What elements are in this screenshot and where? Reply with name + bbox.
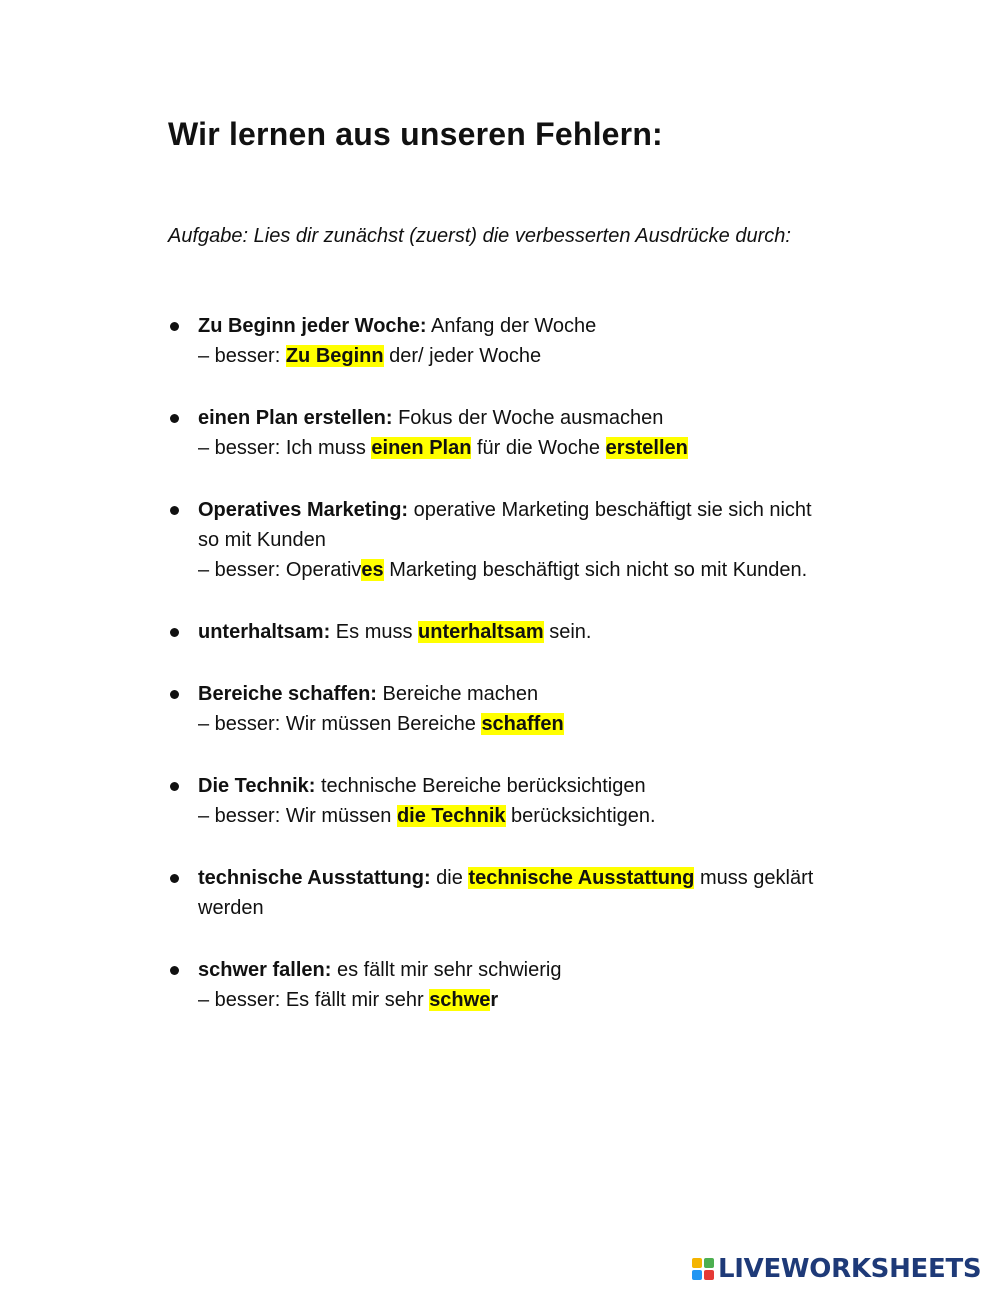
item-original-text: es fällt mir sehr schwierig <box>331 959 562 981</box>
list-item <box>198 311 838 371</box>
list-item <box>198 679 838 739</box>
item-original-line <box>198 679 838 709</box>
item-text-segment: – besser: Ich muss <box>198 437 372 459</box>
item-text-segment: berücksichtigen. <box>505 805 656 827</box>
item-correction-line <box>198 801 838 831</box>
bullet-icon <box>170 966 179 975</box>
highlighted-word: es <box>361 559 384 581</box>
item-text-segment: – besser: <box>198 345 286 367</box>
item-term: Zu Beginn jeder Woche: <box>198 315 427 337</box>
item-correction-line <box>198 555 838 585</box>
page-title: Wir lernen aus unseren Fehlern: <box>168 116 663 152</box>
highlighted-word: Zu Beginn <box>285 345 384 367</box>
bullet-icon <box>170 874 179 883</box>
item-text-segment: – besser: Es fällt mir sehr <box>198 989 430 1011</box>
highlighted-word: unterhaltsam <box>418 621 544 643</box>
item-original-line <box>198 403 838 433</box>
item-term: technische Ausstattung: <box>198 867 431 889</box>
logo-text: LIVEWORKSHEETS <box>718 1254 982 1284</box>
item-original-text: Anfang der Woche <box>426 315 597 337</box>
list-item <box>198 863 838 923</box>
item-original-text: Bereiche machen <box>376 683 539 705</box>
item-text-segment: sein. <box>543 621 592 643</box>
logo-mark-icon <box>692 1258 714 1280</box>
item-term: einen Plan erstellen: <box>198 407 393 429</box>
bullet-icon <box>170 414 179 423</box>
list-item <box>198 617 838 647</box>
list-item <box>198 955 838 1015</box>
item-original-text: technische Bereiche berücksichtigen <box>315 775 646 797</box>
logo-square <box>704 1258 714 1268</box>
item-text-segment: – besser: Operativ <box>198 559 362 581</box>
bullet-icon <box>170 506 179 515</box>
item-term: Bereiche schaffen: <box>198 683 377 705</box>
item-text-segment: – besser: Wir müssen <box>198 805 397 827</box>
item-term: schwer fallen: <box>198 959 332 981</box>
item-text-segment: der/ jeder Woche <box>383 345 542 367</box>
item-original-line <box>198 955 838 985</box>
bullet-icon <box>170 628 179 637</box>
item-correction-line <box>198 985 838 1015</box>
list-item <box>198 771 838 831</box>
list-item <box>198 403 838 463</box>
highlighted-word: technische Ausstattung <box>468 867 695 889</box>
item-text-segment: für die Woche <box>471 437 606 459</box>
item-original-line <box>198 617 838 647</box>
logo-square <box>692 1258 702 1268</box>
item-term: unterhaltsam: <box>198 621 331 643</box>
item-correction-line <box>198 709 838 739</box>
liveworksheets-logo <box>692 1255 981 1283</box>
highlighted-word: erstellen <box>605 437 688 459</box>
item-term: Die Technik: <box>198 775 316 797</box>
highlighted-word: schaffen <box>481 713 564 735</box>
item-original-line <box>198 863 838 923</box>
task-instruction: Aufgabe: Lies dir zunächst (zuerst) die verbesserten Ausdrücke durch: <box>168 225 791 247</box>
logo-square <box>692 1270 702 1280</box>
item-original-text: operative Marketing beschäftigt sie sich nicht so mit Kunden <box>198 499 812 551</box>
bullet-icon <box>170 690 179 699</box>
item-original-line <box>198 495 838 555</box>
item-term: Operatives Marketing: <box>198 499 409 521</box>
item-original-text: die <box>430 867 469 889</box>
corrections-list <box>198 311 838 1047</box>
item-text-segment: r <box>490 989 499 1011</box>
bullet-icon <box>170 322 179 331</box>
list-item <box>198 495 838 585</box>
bullet-icon <box>170 782 179 791</box>
item-text-segment: muss geklärt werden <box>198 867 814 919</box>
highlighted-word: die Technik <box>396 805 506 827</box>
item-correction-line <box>198 433 838 463</box>
logo-square <box>704 1270 714 1280</box>
item-original-text: Es muss <box>330 621 419 643</box>
item-text-segment: Marketing beschäftigt sich nicht so mit Kunden. <box>383 559 808 581</box>
item-correction-line <box>198 341 838 371</box>
item-original-line <box>198 771 838 801</box>
highlighted-word: einen Plan <box>371 437 472 459</box>
item-original-text: Fokus der Woche ausmachen <box>392 407 664 429</box>
item-text-segment: – besser: Wir müssen Bereiche <box>198 713 482 735</box>
highlighted-word: schwe <box>429 989 491 1011</box>
item-original-line <box>198 311 838 341</box>
